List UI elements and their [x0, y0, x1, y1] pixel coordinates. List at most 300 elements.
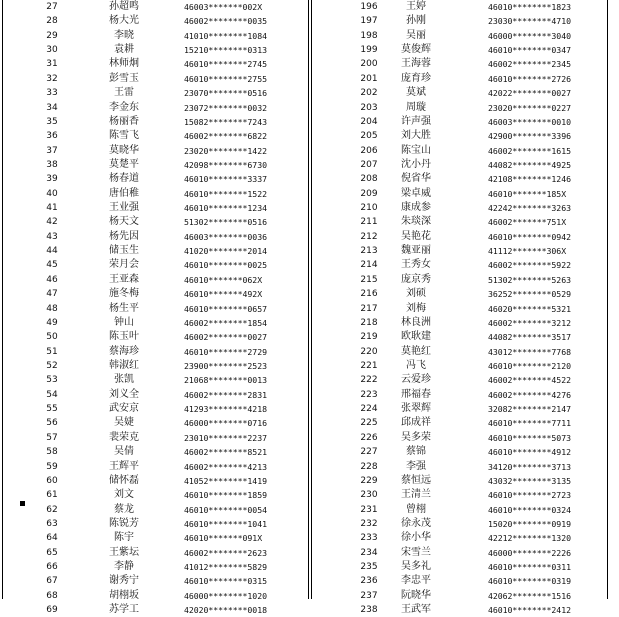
table-row: [0, 546, 308, 560]
table-row: [312, 101, 607, 115]
table-row: [312, 287, 607, 301]
table-row: [312, 86, 607, 100]
table-row: [312, 474, 607, 488]
row-number: 35: [46, 116, 58, 127]
id-number: 46002********2831: [184, 389, 267, 400]
id-number: 23020********1422: [184, 145, 267, 156]
person-name: 张凯: [114, 374, 134, 386]
row-number: 225: [360, 418, 378, 429]
table-row: [312, 488, 607, 502]
row-number: 52: [46, 360, 58, 371]
row-number: 235: [360, 562, 378, 573]
id-number: 46010********0942: [488, 231, 571, 242]
row-number: 221: [360, 360, 378, 371]
row-number: 211: [360, 217, 378, 228]
column-divider-left: [308, 0, 309, 599]
id-number: 42900********3396: [488, 131, 571, 142]
person-name: 宋雪兰: [401, 546, 431, 558]
id-number: 41293********4218: [184, 404, 267, 415]
person-name: 唐伯稚: [109, 187, 139, 199]
id-number: 46010********4912: [488, 447, 571, 458]
row-number: 203: [360, 102, 378, 113]
person-name: 武安京: [109, 403, 139, 415]
id-number: 23070********0516: [184, 88, 267, 99]
row-number: 220: [360, 346, 378, 357]
table-row: [312, 0, 607, 14]
row-number: 233: [360, 533, 378, 544]
person-name: 刘硕: [406, 288, 426, 300]
id-number: 46010********2723: [488, 490, 571, 501]
table-row: [0, 431, 308, 445]
person-name: 孙超鸣: [109, 1, 139, 12]
table-row: [312, 258, 607, 272]
row-number: 43: [46, 231, 58, 242]
id-number: 42062********1516: [488, 590, 571, 601]
row-number: 223: [360, 389, 378, 400]
row-number: 219: [360, 332, 378, 343]
row-number: 238: [360, 605, 378, 616]
table-row: [0, 402, 308, 416]
row-number: 55: [46, 404, 58, 415]
person-name: 梁卓威: [401, 187, 431, 199]
table-row: [312, 517, 607, 531]
id-number: 15210********0313: [184, 45, 267, 56]
row-number: 40: [46, 188, 58, 199]
id-number: 46010********1041: [184, 518, 267, 529]
table-row: [0, 445, 308, 459]
table-row: [312, 531, 607, 545]
person-name: 杨天文: [109, 216, 139, 228]
id-number: 34120********3713: [488, 461, 571, 472]
row-number: 67: [46, 576, 58, 587]
table-row: [312, 330, 607, 344]
row-number: 201: [360, 73, 378, 84]
person-name: 陈玉叶: [109, 331, 139, 343]
table-row: [312, 345, 607, 359]
table-row: [0, 86, 308, 100]
id-number: 42020********0018: [184, 605, 267, 616]
person-name: 李忠平: [401, 575, 431, 587]
table-row: [312, 230, 607, 244]
person-name: 莫晓华: [109, 144, 139, 156]
id-number: 23072********0032: [184, 102, 267, 113]
row-number: 230: [360, 490, 378, 501]
table-row: [312, 402, 607, 416]
row-number: 228: [360, 461, 378, 472]
person-name: 储玉生: [109, 245, 139, 257]
person-name: 杨大光: [109, 15, 139, 27]
id-number: 46002********2623: [184, 547, 267, 558]
page-right-border: [607, 0, 608, 599]
person-name: 王业强: [109, 202, 139, 214]
table-row: [312, 14, 607, 28]
row-number: 37: [46, 145, 58, 156]
person-name: 胡栩坂: [109, 589, 139, 601]
id-number: 23030********4710: [488, 16, 571, 27]
row-number: 31: [46, 59, 58, 70]
person-name: 孙刚: [406, 15, 426, 27]
id-number: 46002********0035: [184, 16, 267, 27]
person-name: 王雷: [114, 87, 134, 99]
row-number: 54: [46, 389, 58, 400]
id-number: 46010*******062X: [184, 274, 263, 285]
id-number: 46010********2755: [184, 73, 267, 84]
person-name: 蔡恒远: [401, 474, 431, 486]
table-row: [312, 416, 607, 430]
table-row: [0, 273, 308, 287]
row-number: 215: [360, 274, 378, 285]
table-row: [312, 244, 607, 258]
row-number: 32: [46, 73, 58, 84]
person-name: 吴多荣: [401, 431, 431, 443]
person-name: 吴婕: [114, 417, 134, 429]
row-number: 214: [360, 260, 378, 271]
row-number: 216: [360, 289, 378, 300]
id-number: 46002********1615: [488, 145, 571, 156]
person-name: 李强: [406, 460, 426, 472]
id-number: 15082********7243: [184, 116, 267, 127]
id-number: 46010********3337: [184, 174, 267, 185]
row-number: 44: [46, 246, 58, 257]
id-number: 43012********7768: [488, 346, 571, 357]
table-row: [0, 144, 308, 158]
row-number: 28: [46, 16, 58, 27]
person-name: 李金东: [109, 101, 139, 113]
id-number: 44082********3517: [488, 332, 571, 343]
row-number: 218: [360, 317, 378, 328]
id-number: 46010********1859: [184, 490, 267, 501]
id-number: 44082********4925: [488, 159, 571, 170]
row-number: 38: [46, 159, 58, 170]
id-number: 46010********1823: [488, 2, 571, 12]
person-name: 林师炯: [109, 58, 139, 70]
person-name: 苏学工: [109, 604, 139, 616]
person-name: 王清兰: [401, 489, 431, 501]
table-row: [312, 187, 607, 201]
row-number: 217: [360, 303, 378, 314]
row-number: 57: [46, 432, 58, 443]
person-name: 施冬梅: [109, 288, 139, 300]
table-row: [0, 531, 308, 545]
table-row: [312, 302, 607, 316]
person-name: 王武军: [401, 604, 431, 616]
id-number: 46010********0324: [488, 504, 571, 515]
person-name: 莫艳红: [401, 345, 431, 357]
person-name: 陈雪飞: [109, 130, 139, 142]
id-number: 41112*******306X: [488, 246, 567, 257]
table-row: [0, 603, 308, 617]
id-number: 51302********0516: [184, 217, 267, 228]
right-table: [312, 0, 607, 617]
table-row: [312, 460, 607, 474]
row-number: 236: [360, 576, 378, 587]
id-number: 46010*******091X: [184, 533, 263, 544]
id-number: 15020********0919: [488, 518, 571, 529]
row-number: 47: [46, 289, 58, 300]
row-number: 209: [360, 188, 378, 199]
row-number: 202: [360, 88, 378, 99]
person-name: 钟山: [114, 316, 134, 328]
table-row: [0, 57, 308, 71]
person-name: 王海蓉: [401, 58, 431, 70]
id-number: 46010********2120: [488, 360, 571, 371]
table-row: [0, 129, 308, 143]
row-number: 50: [46, 332, 58, 343]
id-number: 46002********4213: [184, 461, 267, 472]
id-number: 46002********5922: [488, 260, 571, 271]
id-number: 46000********3040: [488, 30, 571, 41]
person-name: 林良洲: [401, 316, 431, 328]
id-number: 41020********2014: [184, 246, 267, 257]
row-number: 205: [360, 131, 378, 142]
table-row: [0, 560, 308, 574]
row-number: 34: [46, 102, 58, 113]
person-name: 王亚森: [109, 273, 139, 285]
id-number: 41010********1084: [184, 30, 267, 41]
row-number: 198: [360, 30, 378, 41]
person-name: 庞育珍: [401, 72, 431, 84]
row-number: 232: [360, 518, 378, 529]
table-row: [0, 474, 308, 488]
person-name: 沈小丹: [401, 158, 431, 170]
id-number: 46002********1854: [184, 317, 267, 328]
row-number: 33: [46, 88, 58, 99]
row-number: 58: [46, 447, 58, 458]
table-row: [0, 330, 308, 344]
id-number: 36252********0529: [488, 289, 571, 300]
table-row: [0, 574, 308, 588]
table-row: [0, 258, 308, 272]
table-row: [312, 273, 607, 287]
id-number: 46010*******492X: [184, 289, 263, 300]
person-name: 徐小华: [401, 532, 431, 544]
row-number: 227: [360, 447, 378, 458]
row-number: 224: [360, 404, 378, 415]
person-name: 吴丽: [406, 29, 426, 41]
table-row: [0, 503, 308, 517]
id-number: 46020********5321: [488, 303, 571, 314]
id-number: 42098********6730: [184, 159, 267, 170]
person-name: 王辉平: [109, 460, 139, 472]
table-row: [0, 115, 308, 129]
table-row: [312, 57, 607, 71]
table-row: [312, 546, 607, 560]
table-row: [0, 14, 308, 28]
table-row: [312, 503, 607, 517]
row-number: 64: [46, 533, 58, 544]
row-number: 207: [360, 159, 378, 170]
person-name: 袁耕: [114, 44, 134, 56]
table-row: [0, 359, 308, 373]
table-row: [0, 316, 308, 330]
table-row: [312, 201, 607, 215]
row-number: 208: [360, 174, 378, 185]
id-number: 42022********0027: [488, 88, 571, 99]
person-name: 蔡锦: [406, 446, 426, 458]
person-name: 莫斌: [406, 87, 426, 99]
person-name: 云爱珍: [401, 374, 431, 386]
id-number: 23010********2237: [184, 432, 267, 443]
person-name: 杨春道: [109, 173, 139, 185]
id-number: 46010********0025: [184, 260, 267, 271]
person-name: 荣月会: [109, 259, 139, 271]
row-number: 234: [360, 547, 378, 558]
person-name: 吴多礼: [401, 561, 431, 573]
row-number: 231: [360, 504, 378, 515]
person-name: 徐永茂: [401, 517, 431, 529]
table-row: [0, 201, 308, 215]
id-number: 46002*******751X: [488, 217, 567, 228]
table-row: [0, 589, 308, 603]
person-name: 刘梅: [406, 302, 426, 314]
row-number: 61: [46, 490, 58, 501]
id-number: 46002********4522: [488, 375, 571, 386]
row-number: 53: [46, 375, 58, 386]
row-number: 36: [46, 131, 58, 142]
id-number: 46003********0036: [184, 231, 267, 242]
person-name: 刘义全: [109, 388, 139, 400]
table-row: [312, 72, 607, 86]
row-number: 200: [360, 59, 378, 70]
id-number: 41052********1419: [184, 475, 267, 486]
id-number: 46000********1020: [184, 590, 267, 601]
table-row: [312, 560, 607, 574]
row-number: 204: [360, 116, 378, 127]
table-row: [0, 244, 308, 258]
row-number: 27: [46, 2, 58, 12]
person-name: 邢福春: [401, 388, 431, 400]
row-number: 41: [46, 203, 58, 214]
id-number: 46002********2345: [488, 59, 571, 70]
person-name: 陈宝山: [401, 144, 431, 156]
table-row: [312, 388, 607, 402]
person-name: 莫楚平: [109, 158, 139, 170]
table-row: [0, 460, 308, 474]
table-row: [312, 359, 607, 373]
row-number: 39: [46, 174, 58, 185]
row-number: 65: [46, 547, 58, 558]
row-number: 46: [46, 274, 58, 285]
row-number: 60: [46, 475, 58, 486]
row-number: 29: [46, 30, 58, 41]
person-name: 阮晓华: [401, 589, 431, 601]
id-number: 46010********0315: [184, 576, 267, 587]
id-number: 43032********3135: [488, 475, 571, 486]
table-row: [0, 388, 308, 402]
person-name: 吴倩: [114, 446, 134, 458]
person-name: 王婷: [406, 1, 426, 12]
table-row: [312, 158, 607, 172]
table-row: [0, 158, 308, 172]
id-number: 32082********2147: [488, 404, 571, 415]
person-name: 李晓: [114, 29, 134, 41]
id-number: 46010********0657: [184, 303, 267, 314]
id-number: 46010********0054: [184, 504, 267, 515]
row-number: 63: [46, 518, 58, 529]
person-name: 裴荣克: [109, 431, 139, 443]
id-number: 46010********0319: [488, 576, 571, 587]
person-name: 周璇: [406, 101, 426, 113]
row-number: 59: [46, 461, 58, 472]
person-name: 欧耿建: [401, 331, 431, 343]
table-row: [312, 43, 607, 57]
id-number: 23900********2523: [184, 360, 267, 371]
id-number: 46010********2726: [488, 73, 571, 84]
table-row: [0, 302, 308, 316]
row-number: 212: [360, 231, 378, 242]
table-row: [0, 488, 308, 502]
table-row: [0, 345, 308, 359]
person-name: 李静: [114, 561, 134, 573]
row-number: 42: [46, 217, 58, 228]
person-name: 韩淑红: [109, 359, 139, 371]
id-number: 42212********1320: [488, 533, 571, 544]
person-name: 杨丽香: [109, 115, 139, 127]
person-name: 彭雪玉: [109, 72, 139, 84]
row-number: 45: [46, 260, 58, 271]
table-row: [312, 115, 607, 129]
id-number: 21068********0013: [184, 375, 267, 386]
row-number: 66: [46, 562, 58, 573]
person-name: 张翠辉: [401, 403, 431, 415]
row-number: 237: [360, 590, 378, 601]
id-number: 46010********5073: [488, 432, 571, 443]
person-name: 王紫坛: [109, 546, 139, 558]
row-number: 56: [46, 418, 58, 429]
person-name: 陈锐芳: [109, 517, 139, 529]
table-row: [0, 72, 308, 86]
table-row: [312, 603, 607, 617]
person-name: 邱成祥: [401, 417, 431, 429]
table-row: [312, 373, 607, 387]
row-number: 206: [360, 145, 378, 156]
table-row: [0, 230, 308, 244]
row-number: 62: [46, 504, 58, 515]
row-number: 68: [46, 590, 58, 601]
id-number: 46002********3212: [488, 317, 571, 328]
table-row: [0, 517, 308, 531]
row-number: 226: [360, 432, 378, 443]
table-row: [0, 0, 308, 14]
id-number: 46003*******002X: [184, 2, 263, 12]
person-name: 谢秀宁: [109, 575, 139, 587]
person-name: 倪省华: [401, 173, 431, 185]
person-name: 吴艳花: [401, 230, 431, 242]
id-number: 51302********5263: [488, 274, 571, 285]
person-name: 蔡海珍: [109, 345, 139, 357]
table-row: [312, 316, 607, 330]
table-row: [312, 172, 607, 186]
person-name: 王秀女: [401, 259, 431, 271]
person-name: 储怀磊: [109, 474, 139, 486]
id-number: 42242********3263: [488, 203, 571, 214]
id-number: 46000********0716: [184, 418, 267, 429]
person-name: 蔡龙: [114, 503, 134, 515]
row-number: 199: [360, 45, 378, 56]
id-number: 46010********0311: [488, 562, 571, 573]
row-number: 222: [360, 375, 378, 386]
id-number: 46000********2226: [488, 547, 571, 558]
id-number: 46010********1522: [184, 188, 267, 199]
id-number: 46010********0347: [488, 45, 571, 56]
table-row: [0, 172, 308, 186]
person-name: 刘大胜: [401, 130, 431, 142]
id-number: 42108********1246: [488, 174, 571, 185]
id-number: 46010*******185X: [488, 188, 567, 199]
row-number: 69: [46, 605, 58, 616]
person-name: 莫俊辉: [401, 44, 431, 56]
person-name: 庞京秀: [401, 273, 431, 285]
